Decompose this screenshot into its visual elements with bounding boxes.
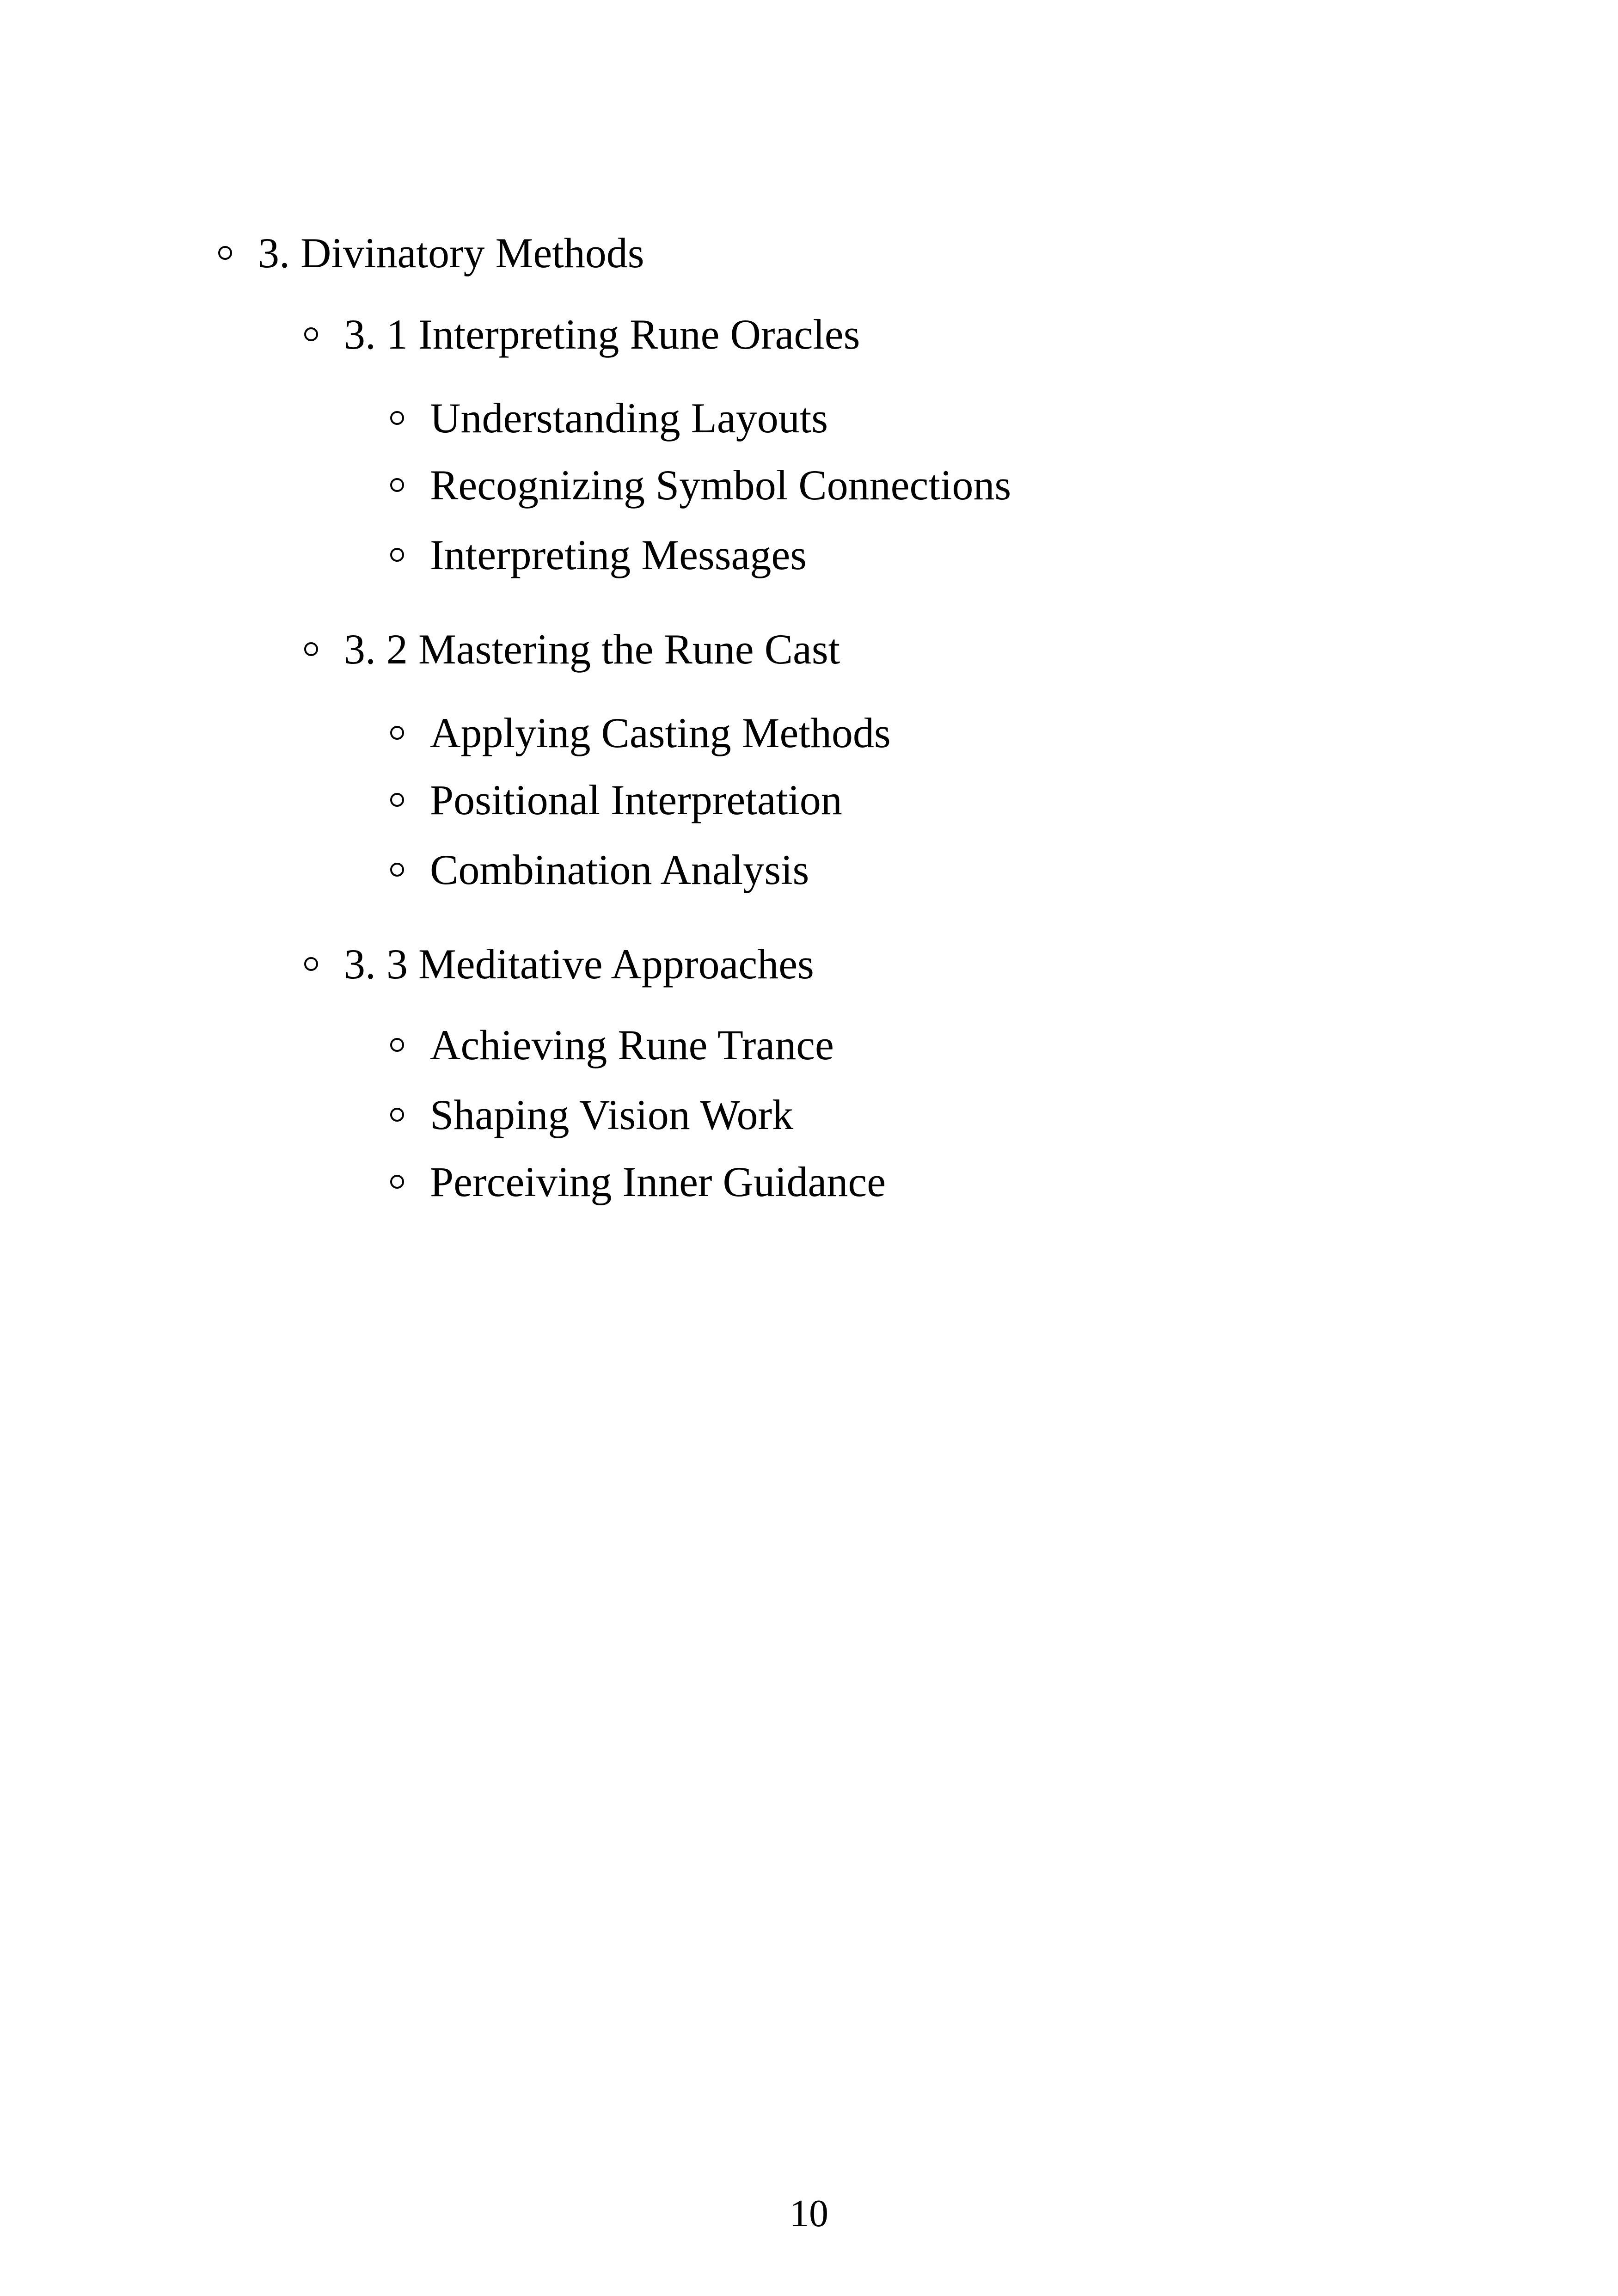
hollow-circle-bullet-icon [304,327,318,341]
outline-item-subsection [304,309,860,360]
topic-text: Positional Interpretation [430,776,842,823]
hollow-circle-bullet-icon [304,642,318,656]
topic-text: Applying Casting Methods [430,709,891,756]
outline-item-topic [390,1156,886,1207]
page-number: 10 [790,2192,828,2235]
hollow-circle-bullet-icon [304,957,318,971]
section-heading: 3. Divinatory Methods [258,229,644,276]
outline-item-subsection [304,939,814,989]
topic-text: Recognizing Symbol Connections [430,461,1011,509]
topic-text: Understanding Layouts [430,394,828,442]
hollow-circle-bullet-icon [390,793,404,807]
subsection-heading: 3. 2 Mastering the Rune Cast [344,626,840,673]
hollow-circle-bullet-icon [390,863,404,877]
subsection-heading: 3. 3 Meditative Approaches [344,940,814,988]
outline-item-topic [390,707,891,758]
outline-item-topic [390,1019,834,1070]
outline-item-topic [390,460,1011,510]
hollow-circle-bullet-icon [390,1038,404,1052]
hollow-circle-bullet-icon [390,548,404,562]
topic-text: Combination Analysis [430,846,809,893]
topic-text: Achieving Rune Trance [430,1021,834,1068]
outline-item-topic [390,774,842,825]
topic-text: Shaping Vision Work [430,1091,794,1138]
outline-item-subsection [304,624,840,675]
hollow-circle-bullet-icon [390,1108,404,1122]
outline-item-section [218,227,644,278]
hollow-circle-bullet-icon [390,411,404,425]
subsection-heading: 3. 1 Interpreting Rune Oracles [344,311,860,358]
outline-item-topic [390,393,828,443]
outline-item-topic [390,844,809,895]
topic-text: Perceiving Inner Guidance [430,1158,886,1205]
outline-item-topic [390,1089,793,1140]
topic-text: Interpreting Messages [430,531,807,578]
hollow-circle-bullet-icon [390,478,404,492]
hollow-circle-bullet-icon [390,726,404,740]
hollow-circle-bullet-icon [390,1175,404,1189]
outline-item-topic [390,529,807,580]
hollow-circle-bullet-icon [218,246,232,260]
